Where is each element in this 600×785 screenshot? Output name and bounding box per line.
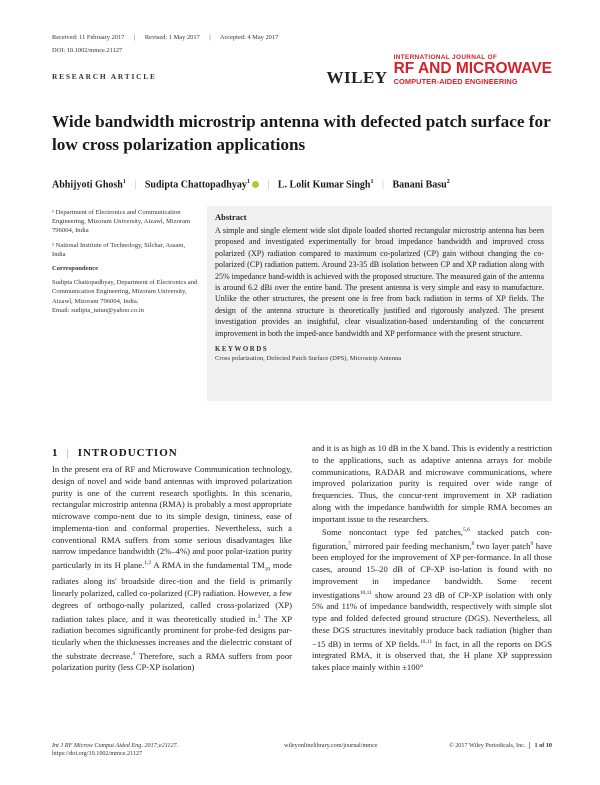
text-run: two layer patch xyxy=(474,540,531,551)
author-name: Abhijyoti Ghosh xyxy=(52,179,123,191)
subscript: 10 xyxy=(264,566,271,573)
article-type: RESEARCH ARTICLE xyxy=(52,72,157,81)
correspondence-email[interactable]: Email: sudipta_tutun@yahoo.co.in xyxy=(52,306,144,314)
text-run: Therefore, such a RMA suffers from poor polarization purity (less CP-XP isolation) xyxy=(52,650,292,673)
keywords-heading: KEYWORDS xyxy=(215,346,269,354)
author-name: Sudipta Chattopadhyay xyxy=(144,179,247,191)
paragraph xyxy=(312,525,552,673)
citation-ref[interactable]: 8 xyxy=(471,540,475,547)
citation-ref[interactable]: 4 xyxy=(132,650,136,657)
body-column-right xyxy=(312,443,552,674)
text-run: stacked patch con-figuration, xyxy=(312,527,552,551)
abstract-heading: Abstract xyxy=(215,212,247,222)
author-list xyxy=(52,179,450,190)
correspondence-address: Sudipta Chattopadhyay, Department of Electronics and Communication Engineering, Mizoram University, Aizawl, Mizoram 796004, India. xyxy=(52,279,198,305)
text-run: Some noncontact type fed patches, xyxy=(322,527,463,538)
keywords-text: Cross polarization, Defected Patch Surface (DPS), Microstrip Antenna xyxy=(215,355,402,363)
separator: | xyxy=(133,34,136,41)
citation-ref[interactable]: 1,2 xyxy=(144,560,152,566)
journal-title xyxy=(394,54,552,86)
text-run: have been employed for the improvement of XP per-formance. In all those cases, around 15–20 dB of CP-XP iso-lation is found with no improvement in impedance bandwidth. Some recent investigations xyxy=(312,540,552,600)
journal-site-link[interactable]: wileyonlinelibrary.com/journal/mmce xyxy=(284,742,378,749)
journal-citation: Int J RF Microw Comput Aided Eng. 2017;e21127. xyxy=(52,742,179,749)
accepted-date: Accepted: 4 May 2017 xyxy=(219,34,279,41)
revised-date: Revised: 1 May 2017 xyxy=(144,34,200,41)
text-run: The XP radiation becomes significantly prominent for probe-fed designs par-ticularly when the thicknesses increases and the dielectric constant of the substrate decrease. xyxy=(52,613,292,661)
footer-citation xyxy=(52,742,212,758)
article-dates xyxy=(52,34,286,41)
journal-title-line1: INTERNATIONAL JOURNAL OF xyxy=(393,54,498,61)
abstract-text: A simple and single element wide slot dipole loaded shorted rectangular microstrip antenna has been proposed and investigated experimentally for broad impedance bandwidth and improved cross polarized (XP) radiation compared to maximum co-polarized (CP) gain without changing the co-polarized (CP) radiation pattern. Around 23-35 dB isolation between CP and XP radiation along with 25% impedance band-width is achieved with the proposed structure. The measured gain of the antenna is around 6.2 dBi over the entire band. The present antenna is very simple and easy to manufacture. Unlike the other structures, the present one is free from back radiation in terms of XP fields. The design of the antenna structure is theoretically justified and rigorously analyzed. The present investigation provides an insightful, clear visualization-based understanding of the concurrent improvement in both the imped-ance bandwidth and XP performance with the present structure. xyxy=(215,226,544,338)
text-run: show around 23 dB of CP-XP isolation with only 5% and 11% of impedance bandwidth, respectively with simple slot type and folded defected ground structure (DGS). Nevertheless, all these DGS structures inevitably produce back radiation (higher than −15 dB) in terms of XP fields. xyxy=(312,589,552,649)
copyright: © 2017 Wiley Periodicals, Inc. xyxy=(448,742,526,749)
journal-title-line3: COMPUTER-AIDED ENGINEERING xyxy=(393,76,518,86)
author-separator: | xyxy=(382,179,385,191)
author-separator: | xyxy=(134,179,137,191)
page-number: 1 of 10 xyxy=(529,742,552,749)
author-affil-mark: 1 xyxy=(370,179,374,185)
text-run: In fact, in all the reports on DGS integrated RMA, it is observed that, the H plane XP suppression takes place mainly within ±100° xyxy=(312,638,552,672)
citation-ref[interactable]: 7 xyxy=(348,540,351,547)
affiliations xyxy=(52,208,200,320)
paragraph xyxy=(52,464,292,674)
citation-ref[interactable]: 9 xyxy=(530,540,534,547)
journal-title-line2: RF AND MICROWAVE xyxy=(393,60,552,77)
correspondence-heading: Correspondence xyxy=(52,265,99,273)
citation-ref[interactable]: 10,11 xyxy=(359,589,372,596)
author-affil-mark: 1 xyxy=(122,179,126,185)
author-separator: | xyxy=(267,179,270,191)
author-affil-mark: 2 xyxy=(446,179,450,185)
body-column-left xyxy=(52,464,292,674)
citation-ref[interactable]: 5,6 xyxy=(462,527,470,534)
section-divider: | xyxy=(66,447,70,459)
journal-logo xyxy=(326,54,552,86)
publisher-logo: WILEY xyxy=(326,67,388,87)
article-doi: DOI: 10.1002/mmce.21127 xyxy=(52,47,123,54)
paragraph: and it is as high as 10 dB in the X band. This is evidently a restriction to the applications, such as adaptive antenna arrays for mobile communications, RADAR and microwave communications, where improved polarization purity is required over wide range of frequencies. Thus, the concur-rent improvement in XP radiation along with the impedance bandwidth for simple RMA becomes an important issue to the researchers. xyxy=(312,443,552,524)
section-heading xyxy=(52,447,178,459)
doi-link[interactable]: https://doi.org/10.1002/mmce.21127 xyxy=(52,750,143,757)
section-number: 1 xyxy=(52,447,59,459)
separator: | xyxy=(209,34,211,41)
author-name: L. Lolit Kumar Singh xyxy=(277,179,371,191)
citation-ref[interactable]: 3 xyxy=(257,613,261,620)
paper-title: Wide bandwidth microstrip antenna with defected patch surface for low cross polarization applications xyxy=(52,112,551,154)
received-date: Received: 11 February 2017 xyxy=(52,34,125,41)
affiliation-2: ² National Institute of Technology, Silchar, Assam, India xyxy=(52,241,186,258)
text-run: mode radiates along its' broadside direc-tion and the field is primarily linearly polarized, called co-polarized (CP) radiation. However, a few degrees of orthogo-nally polarized, called cross-polarized (XP) radiation takes place, and it was theoretically studied in. xyxy=(52,559,292,624)
footer-right xyxy=(449,742,552,749)
text-run: In the present era of RF and Microwave Communication technology, design of novel and wide band antennas with improved polarization purity is one of the current research spotlights. In this scenario, rectangular microstrip antenna (RMA) is probably a most appropriate microwave compo-nent due to its simple design, tininess, ease of implementa-tion and conformal properties. Nevertheless, such a conventional RMA suffers from some serious disadvantages like narrow impedance bandwidth (2%–4%) and poor polar-ization purity particularly in its H plane. xyxy=(52,464,292,570)
abstract-box xyxy=(207,206,552,401)
author-name: Banani Basu xyxy=(392,179,447,191)
affiliation-1: ¹ Department of Electronics and Communication Engineering, Mizoram University, Aizawl, Mizoram 796004, India xyxy=(52,209,191,235)
text-run: A RMA in the fundamental TM xyxy=(151,559,265,570)
section-title: INTRODUCTION xyxy=(77,447,178,459)
text-run: mirrored pair feeding mechanism, xyxy=(350,540,472,551)
citation-ref[interactable]: 10,11 xyxy=(419,638,433,645)
orcid-icon[interactable] xyxy=(252,181,259,188)
author-affil-mark: 1 xyxy=(246,179,250,185)
